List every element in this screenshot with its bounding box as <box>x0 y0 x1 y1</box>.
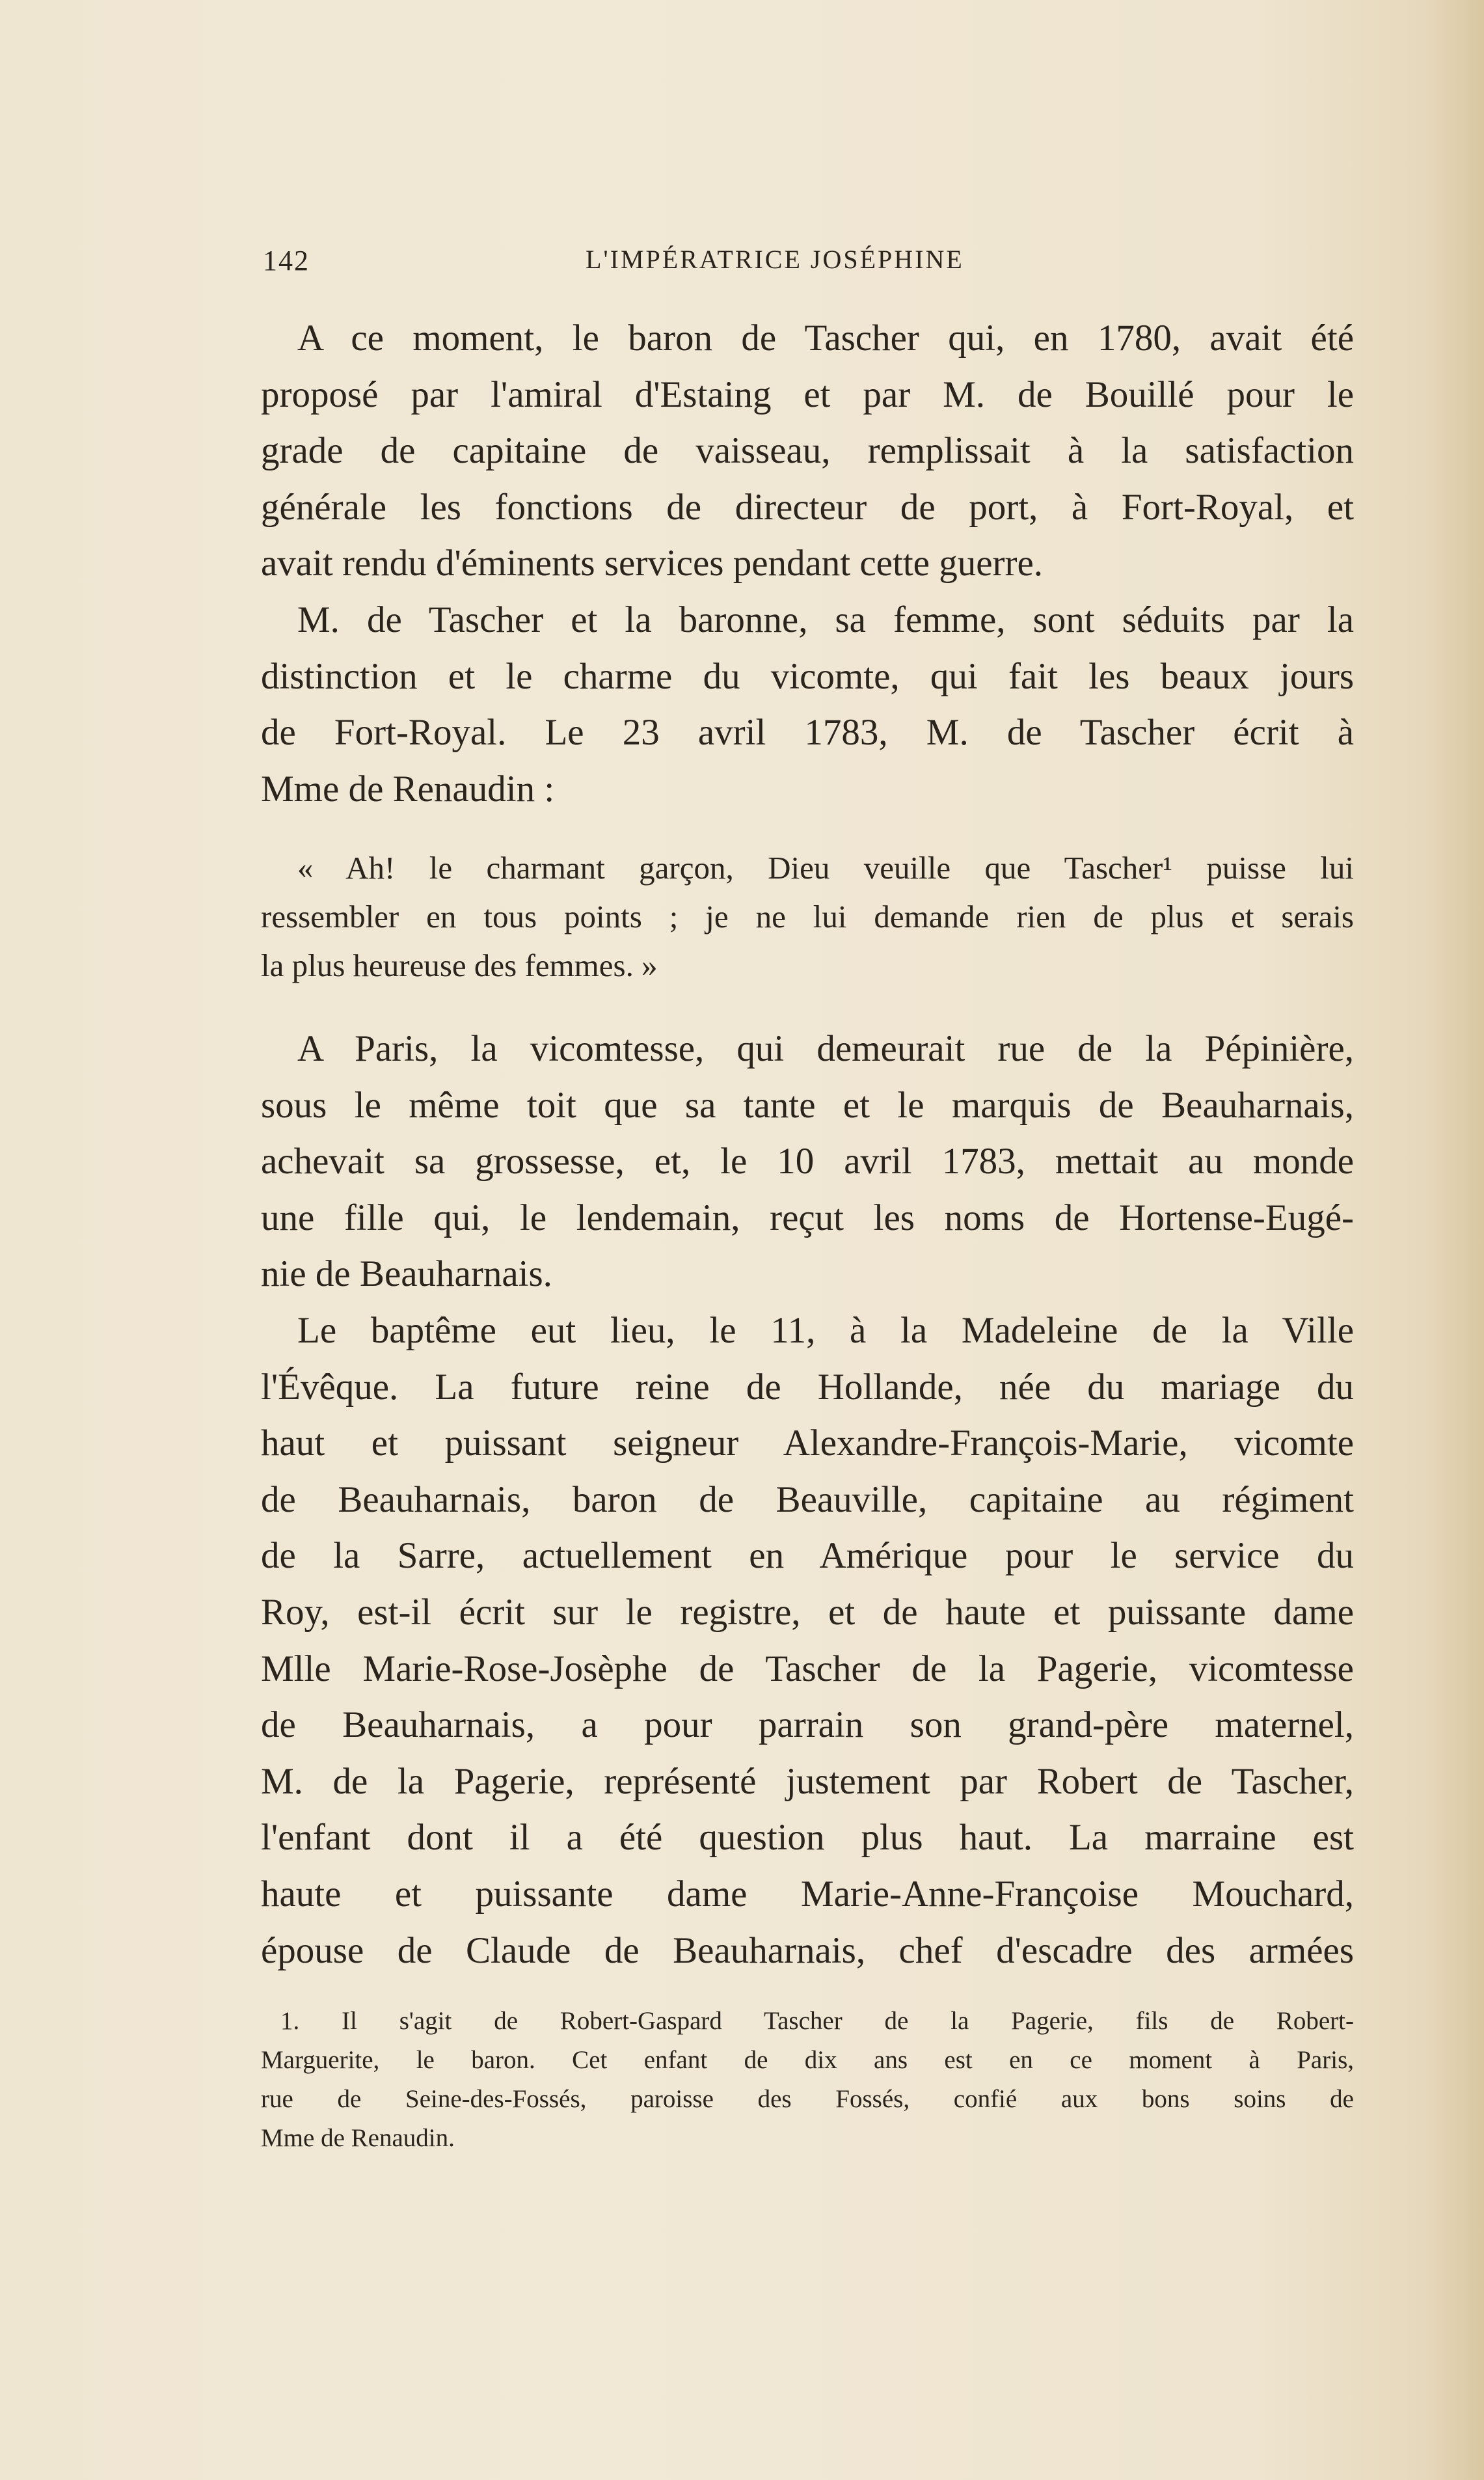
text-line: Mme de Renaudin. <box>261 2124 455 2152</box>
text-line: la plus heureuse des femmes. » <box>261 947 658 983</box>
text-line: 1. Il s'agit de Robert-Gaspard Tascher de la Pagerie, fils de Robert- <box>280 2007 1354 2035</box>
text-line: Mme de Renaudin : <box>261 768 555 810</box>
text-line: une fille qui, le lendemain, reçut les noms de Hortense-Eugé- <box>261 1197 1354 1238</box>
text-line: nie de Beauharnais. <box>261 1253 552 1295</box>
page-number: 142 <box>263 245 310 277</box>
text-line: de Fort-Royal. Le 23 avril 1783, M. de Tascher écrit à <box>261 712 1354 754</box>
text-line: M. de Tascher et la baronne, sa femme, sont séduits par la <box>297 599 1354 640</box>
text-line: M. de la Pagerie, représenté justement par Robert de Tascher, <box>261 1760 1354 1802</box>
text-line: ressembler en tous points ; je ne lui demande rien de plus et serais <box>261 899 1354 934</box>
text-line: Marguerite, le baron. Cet enfant de dix ans est en ce moment à Paris, <box>261 2046 1354 2074</box>
text-line: A Paris, la vicomtesse, qui demeurait rue de la Pépinière, <box>297 1028 1354 1069</box>
text-line: l'Évêque. La future reine de Hollande, née du mariage du <box>261 1366 1354 1408</box>
footnote <box>261 2002 1354 2158</box>
text-line: Roy, est-il écrit sur le registre, et de haute et puissante dame <box>261 1591 1354 1633</box>
text-line: Mlle Marie-Rose-Josèphe de Tascher de la Pagerie, vicomtesse <box>261 1648 1354 1689</box>
text-line: sous le même toit que sa tante et le marquis de Beauharnais, <box>261 1084 1354 1126</box>
text-line: rue de Seine-des-Fossés, paroisse des Fossés, confié aux bons soins de <box>261 2085 1354 2113</box>
text-line: haut et puissant seigneur Alexandre-François-Marie, vicomte <box>261 1423 1354 1464</box>
text-line: Le baptême eut lieu, le 11, à la Madeleine de la Ville <box>297 1309 1354 1351</box>
running-title: L'IMPÉRATRICE JOSÉPHINE <box>586 245 964 274</box>
paragraph-3 <box>261 1021 1354 1979</box>
text-line: l'enfant dont il a été question plus haut. La marraine est <box>261 1817 1354 1859</box>
text-line: de la Sarre, actuellement en Amérique pour le service du <box>261 1535 1354 1577</box>
text-line: épouse de Claude de Beauharnais, chef d'escadre des armées <box>261 1929 1354 1971</box>
text-line: grade de capitaine de vaisseau, remplissait à la satisfaction <box>261 430 1354 472</box>
text-line: distinction et le charme du vicomte, qui fait les beaux jours <box>261 655 1354 697</box>
text-line: générale les fonctions de directeur de port, à Fort-Royal, et <box>261 486 1354 528</box>
text-line: « Ah! le charmant garçon, Dieu veuille que Tascher¹ puisse lui <box>297 850 1354 886</box>
text-line: avait rendu d'éminents services pendant cette guerre. <box>261 543 1044 584</box>
text-line: haute et puissante dame Marie-Anne-Françoise Mouchard, <box>261 1873 1354 1915</box>
letter-quote <box>261 843 1354 990</box>
text-line: de Beauharnais, baron de Beauville, capitaine au régiment <box>261 1478 1354 1520</box>
paragraph-1 <box>261 310 1354 817</box>
text-line: de Beauharnais, a pour parrain son grand-père maternel, <box>261 1704 1354 1746</box>
text-line: proposé par l'amiral d'Estaing et par M. de Bouillé pour le <box>261 374 1354 415</box>
text-line: achevait sa grossesse, et, le 10 avril 1783, mettait au monde <box>261 1141 1354 1182</box>
text-line: A ce moment, le baron de Tascher qui, en 1780, avait été <box>297 318 1354 359</box>
